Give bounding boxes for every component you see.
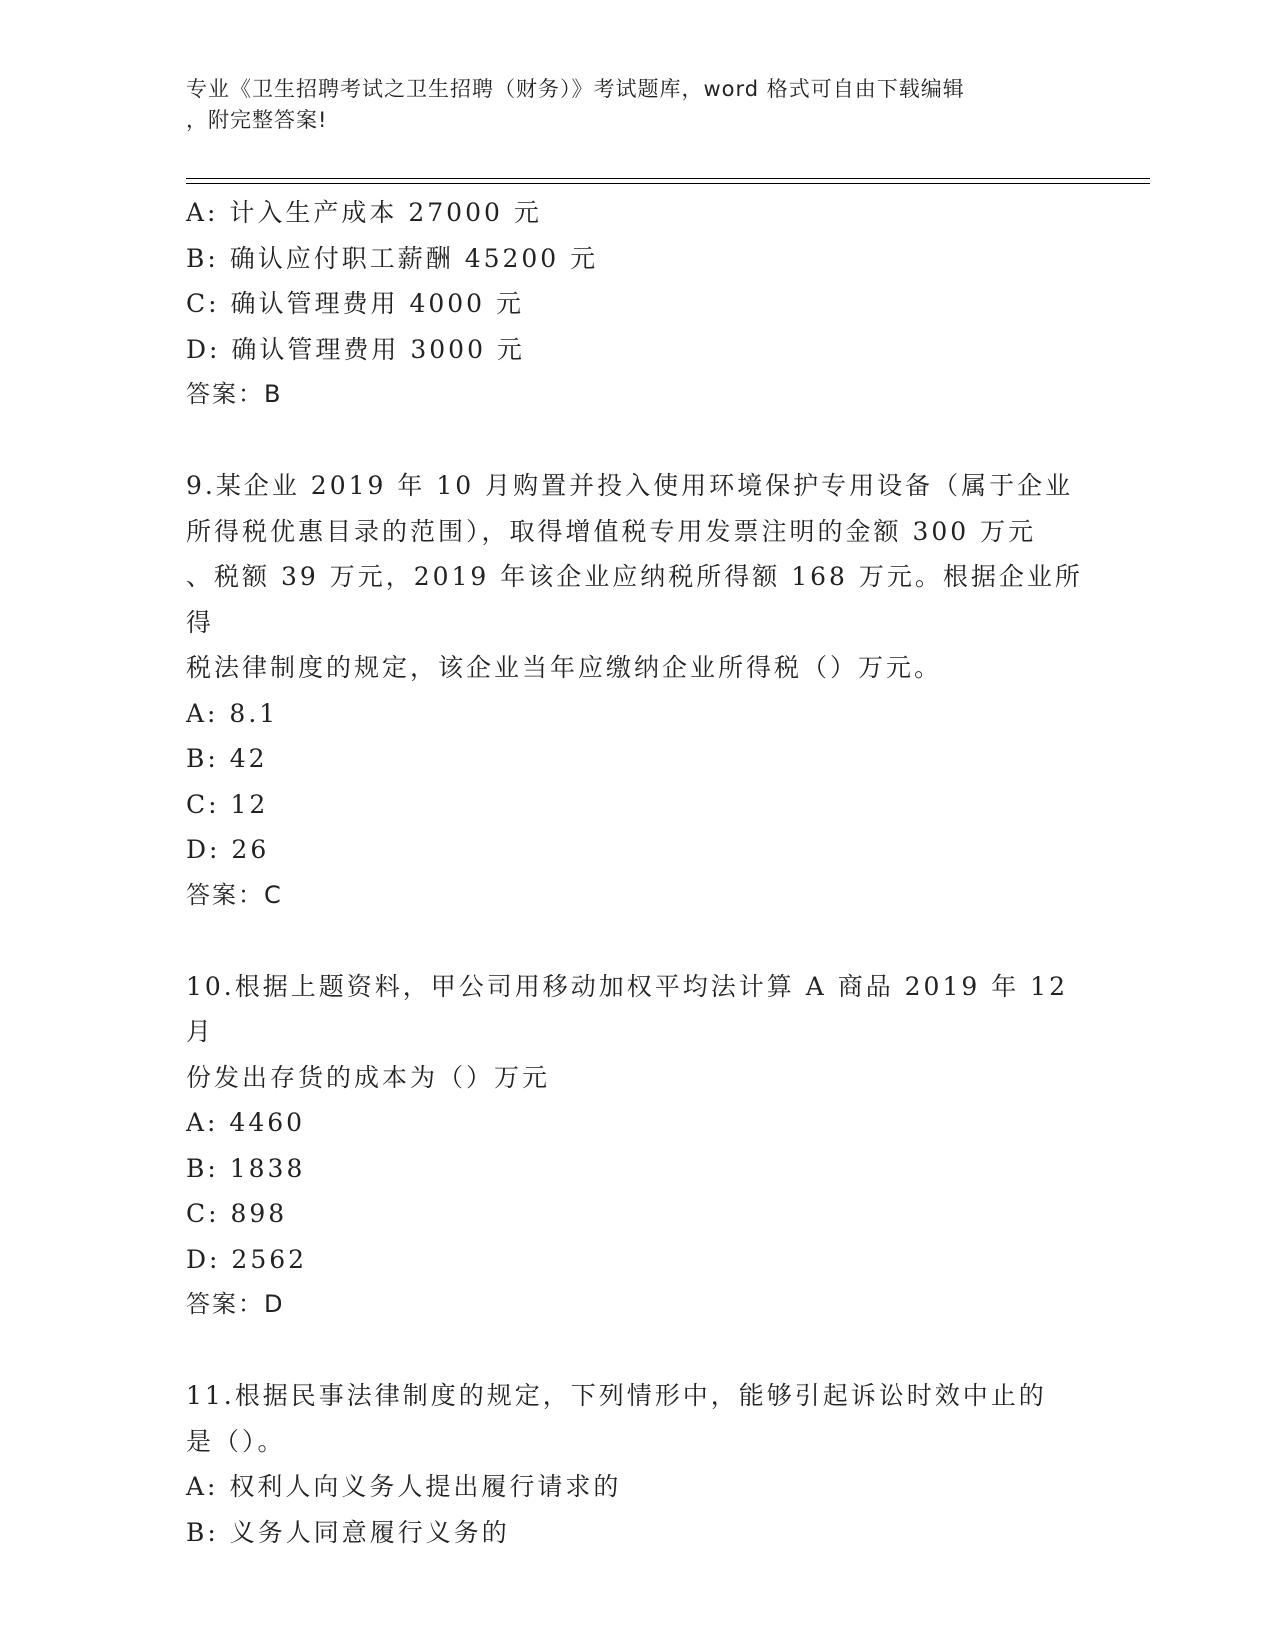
- option-b: B: 1838: [186, 1153, 306, 1183]
- question-10-block: [186, 964, 1086, 1328]
- option-a: A: 4460: [186, 1108, 306, 1137]
- question-9-block: [186, 463, 1086, 918]
- question-text-line: 、税额 39 万元，2019 年该企业应纳税所得额 168 万元。根据企业所得: [186, 562, 1083, 637]
- option-d: D: 2562: [186, 1244, 308, 1274]
- option-d: D: 确认管理费用 3000 元: [186, 334, 525, 364]
- question-text-line: 是（）。: [186, 1426, 286, 1456]
- option-b: B: 义务人同意履行义务的: [186, 1517, 510, 1547]
- document-body: [186, 190, 1086, 1555]
- option-d: D: 26: [186, 835, 270, 864]
- question-text-line: 11.根据民事法律制度的规定，下列情形中，能够引起诉讼时效中止的: [186, 1381, 1047, 1410]
- option-c: C: 确认管理费用 4000 元: [186, 289, 525, 318]
- option-a: A: 计入生产成本 27000 元: [186, 198, 542, 227]
- option-c: C: 898: [186, 1199, 288, 1228]
- option-b: B: 42: [186, 744, 268, 773]
- option-c: C: 12: [186, 789, 269, 819]
- option-b: B: 确认应付职工薪酬 45200 元: [186, 243, 599, 273]
- question-text-line: 10.根据上题资料，甲公司用移动加权平均法计算 A 商品 2019 年 12 月: [186, 971, 1068, 1046]
- question-text-line: 税法律制度的规定，该企业当年应缴纳企业所得税（）万元。: [186, 653, 943, 682]
- answer: 答案：C: [186, 880, 283, 909]
- question-text-line: 9.某企业 2019 年 10 月购置并投入使用环境保护专用设备（属于企业: [186, 471, 1074, 500]
- answer: 答案：D: [186, 1290, 285, 1318]
- question-11-block: [186, 1373, 1086, 1555]
- answer: 答案：B: [186, 380, 283, 408]
- option-a: A: 8.1: [186, 698, 279, 728]
- document-header: [186, 74, 1066, 136]
- header-rule-bottom: [186, 183, 1150, 184]
- header-line-2: ，附完整答案!: [186, 108, 328, 132]
- spacer: [186, 1328, 1086, 1374]
- header-rule-top: [186, 178, 1150, 179]
- header-line-1: 专业《卫生招聘考试之卫生招聘（财务）》考试题库，word 格式可自由下载编辑: [186, 77, 965, 101]
- spacer: [186, 418, 1086, 464]
- question-8-block: [186, 190, 1086, 418]
- spacer: [186, 918, 1086, 964]
- option-a: A: 权利人向义务人提出履行请求的: [186, 1472, 622, 1501]
- question-text-line: 所得税优惠目录的范围），取得增值税专用发票注明的金额 300 万元: [186, 516, 1037, 546]
- question-text-line: 份发出存货的成本为（）万元: [186, 1062, 551, 1092]
